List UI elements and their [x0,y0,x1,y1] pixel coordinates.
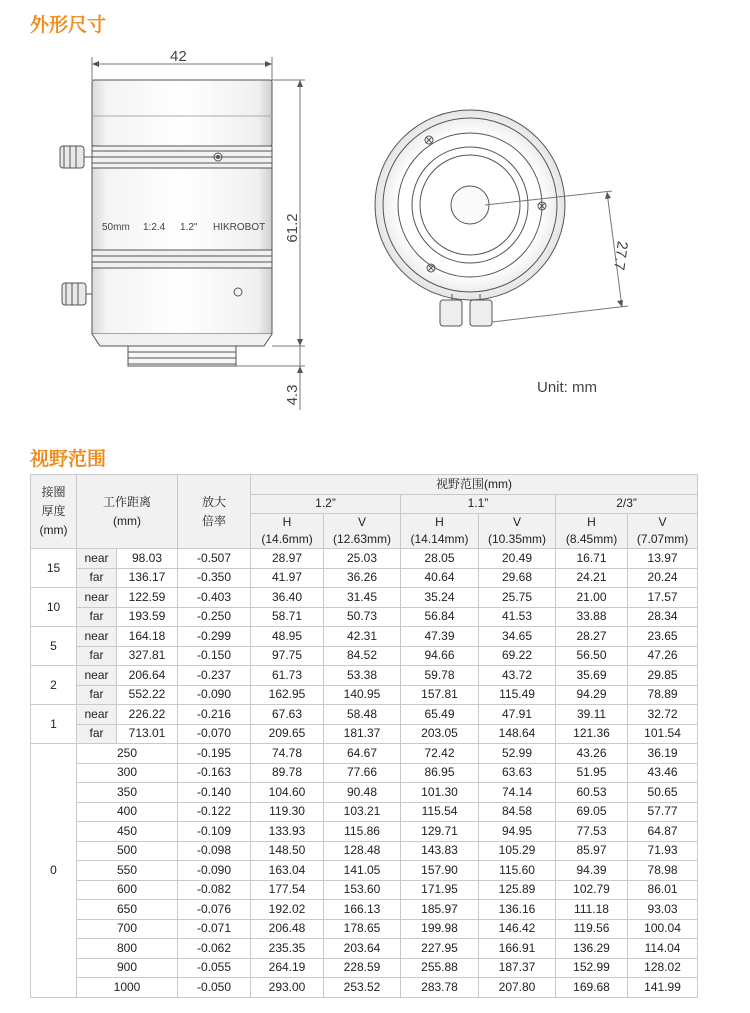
fov-value-cell: 28.34 [628,607,698,627]
magnification-cell: -0.299 [178,627,251,647]
fov-value-cell: 119.30 [251,802,324,822]
fov-value-cell: 77.66 [324,763,401,783]
distance-cell: 550 [77,861,178,881]
table-row [31,627,698,647]
magnification-cell: -0.237 [178,666,251,686]
distance-cell: 1000 [77,978,178,998]
fov-value-cell: 253.52 [324,978,401,998]
fov-value-cell: 228.59 [324,958,401,978]
fov-value-cell: 20.24 [628,568,698,588]
table-row [31,549,698,569]
fov-value-cell: 40.64 [401,568,479,588]
fov-value-cell: 90.48 [324,783,401,803]
thickness-cell: 0 [31,744,77,998]
fov-value-cell: 85.97 [556,841,628,861]
fov-value-cell: 47.91 [479,705,556,725]
magnification-cell: -0.150 [178,646,251,666]
table-row [31,919,698,939]
fov-value-cell: 94.29 [556,685,628,705]
lens-drawing [0,0,750,440]
fov-value-cell: 86.95 [401,763,479,783]
table-row [31,958,698,978]
fov-value-cell: 61.73 [251,666,324,686]
lens-aperture: 1:2.4 [143,222,166,233]
magnification-cell: -0.090 [178,861,251,881]
fov-value-cell: 48.95 [251,627,324,647]
near-far-cell: far [77,724,117,744]
fov-value-cell: 28.97 [251,549,324,569]
fov-value-cell: 23.65 [628,627,698,647]
distance-cell: 136.17 [117,568,178,588]
thickness-cell: 15 [31,549,77,588]
lens-brand: HIKROBOT [213,222,266,233]
distance-cell: 164.18 [117,627,178,647]
fov-value-cell: 41.97 [251,568,324,588]
table-row [31,607,698,627]
distance-cell: 98.03 [117,549,178,569]
near-far-cell: far [77,568,117,588]
table-row [31,939,698,959]
magnification-cell: -0.076 [178,900,251,920]
distance-cell: 650 [77,900,178,920]
fov-value-cell: 58.48 [324,705,401,725]
fov-value-cell: 20.49 [479,549,556,569]
dim-offset: 27.7 [610,239,631,272]
fov-value-cell: 255.88 [401,958,479,978]
table-row [31,705,698,725]
fov-value-cell: 177.54 [251,880,324,900]
fov-value-cell: 50.73 [324,607,401,627]
fov-value-cell: 148.50 [251,841,324,861]
fov-table [30,474,698,998]
magnification-cell: -0.507 [178,549,251,569]
fov-value-cell: 25.03 [324,549,401,569]
fov-value-cell: 264.19 [251,958,324,978]
thickness-cell: 1 [31,705,77,744]
fov-value-cell: 51.95 [556,763,628,783]
fov-value-cell: 141.99 [628,978,698,998]
magnification-cell: -0.122 [178,802,251,822]
magnification-cell: -0.050 [178,978,251,998]
fov-value-cell: 52.99 [479,744,556,764]
fov-value-cell: 35.69 [556,666,628,686]
fov-value-cell: 78.98 [628,861,698,881]
fov-value-cell: 71.93 [628,841,698,861]
fov-value-cell: 16.71 [556,549,628,569]
dim-flange: 4.3 [284,384,301,406]
thickness-cell: 5 [31,627,77,666]
fov-value-cell: 93.03 [628,900,698,920]
fov-value-cell: 103.21 [324,802,401,822]
fov-value-cell: 78.89 [628,685,698,705]
fov-value-cell: 74.14 [479,783,556,803]
fov-value-cell: 94.66 [401,646,479,666]
fov-value-cell: 97.75 [251,646,324,666]
fov-value-cell: 185.97 [401,900,479,920]
table-row [31,822,698,842]
fov-value-cell: 143.83 [401,841,479,861]
fov-value-cell: 136.29 [556,939,628,959]
fov-value-cell: 67.63 [251,705,324,725]
magnification-cell: -0.070 [178,724,251,744]
fov-value-cell: 101.30 [401,783,479,803]
near-far-cell: near [77,705,117,725]
header-fov: 视野范围(mm) [251,475,698,495]
fov-value-cell: 39.11 [556,705,628,725]
fov-value-cell: 57.77 [628,802,698,822]
distance-cell: 250 [77,744,178,764]
fov-value-cell: 84.52 [324,646,401,666]
table-row [31,724,698,744]
magnification-cell: -0.071 [178,919,251,939]
fov-value-cell: 101.54 [628,724,698,744]
distance-cell: 206.64 [117,666,178,686]
magnification-cell: -0.090 [178,685,251,705]
fov-value-cell: 84.58 [479,802,556,822]
table-row [31,685,698,705]
fov-value-cell: 133.93 [251,822,324,842]
fov-heading: 视野范围 [30,448,107,470]
table-row [31,861,698,881]
fov-value-cell: 60.53 [556,783,628,803]
fov-value-cell: 129.71 [401,822,479,842]
header-thickness: 接圈 厚度 (mm) [31,475,77,549]
fov-value-cell: 102.79 [556,880,628,900]
fov-value-cell: 47.39 [401,627,479,647]
fov-value-cell: 47.26 [628,646,698,666]
fov-value-cell: 293.00 [251,978,324,998]
fov-value-cell: 115.54 [401,802,479,822]
fov-value-cell: 128.02 [628,958,698,978]
fov-value-cell: 199.98 [401,919,479,939]
table-row [31,588,698,608]
distance-cell: 552.22 [117,685,178,705]
fov-value-cell: 111.18 [556,900,628,920]
fov-value-cell: 72.42 [401,744,479,764]
distance-cell: 122.59 [117,588,178,608]
fov-value-cell: 41.53 [479,607,556,627]
distance-cell: 226.22 [117,705,178,725]
fov-value-cell: 162.95 [251,685,324,705]
fov-value-cell: 29.68 [479,568,556,588]
near-far-cell: near [77,588,117,608]
distance-cell: 350 [77,783,178,803]
fov-value-cell: 64.87 [628,822,698,842]
fov-body [31,549,698,998]
fov-value-cell: 59.78 [401,666,479,686]
fov-value-cell: 141.05 [324,861,401,881]
magnification-cell: -0.250 [178,607,251,627]
header-v-1: V (12.63mm) [324,514,401,549]
fov-value-cell: 181.37 [324,724,401,744]
near-far-cell: far [77,685,117,705]
near-far-cell: near [77,549,117,569]
distance-cell: 327.81 [117,646,178,666]
table-row [31,900,698,920]
magnification-cell: -0.109 [178,822,251,842]
fov-value-cell: 115.86 [324,822,401,842]
fov-value-cell: 157.90 [401,861,479,881]
distance-cell: 800 [77,939,178,959]
fov-value-cell: 115.60 [479,861,556,881]
fov-value-cell: 203.64 [324,939,401,959]
fov-value-cell: 25.75 [479,588,556,608]
fov-value-cell: 140.95 [324,685,401,705]
lens-format: 1.2" [180,222,198,233]
fov-value-cell: 171.95 [401,880,479,900]
header-format-1: 1.2” [251,494,401,514]
fov-value-cell: 178.65 [324,919,401,939]
fov-value-cell: 105.29 [479,841,556,861]
fov-value-cell: 42.31 [324,627,401,647]
fov-value-cell: 192.02 [251,900,324,920]
fov-value-cell: 163.04 [251,861,324,881]
table-row [31,568,698,588]
distance-cell: 700 [77,919,178,939]
header-format-2: 1.1” [401,494,556,514]
fov-value-cell: 69.05 [556,802,628,822]
fov-value-cell: 146.42 [479,919,556,939]
fov-value-cell: 28.27 [556,627,628,647]
fov-value-cell: 63.63 [479,763,556,783]
fov-value-cell: 104.60 [251,783,324,803]
lens-focal: 50mm [102,222,130,233]
table-row [31,646,698,666]
fov-value-cell: 34.65 [479,627,556,647]
unit-label: Unit: mm [537,379,597,396]
dim-height: 61.2 [284,213,301,243]
fov-value-cell: 56.50 [556,646,628,666]
distance-cell: 193.59 [117,607,178,627]
fov-value-cell: 86.01 [628,880,698,900]
fov-value-cell: 125.89 [479,880,556,900]
distance-cell: 713.01 [117,724,178,744]
distance-cell: 900 [77,958,178,978]
fov-value-cell: 69.22 [479,646,556,666]
header-magnification: 放大 倍率 [178,475,251,549]
side-view [60,57,305,410]
distance-cell: 450 [77,822,178,842]
fov-value-cell: 152.99 [556,958,628,978]
fov-value-cell: 89.78 [251,763,324,783]
table-row [31,666,698,686]
dim-width: 42 [170,48,187,65]
fov-value-cell: 13.97 [628,549,698,569]
fov-value-cell: 187.37 [479,958,556,978]
fov-value-cell: 100.04 [628,919,698,939]
fov-value-cell: 166.13 [324,900,401,920]
fov-value-cell: 94.39 [556,861,628,881]
table-row [31,783,698,803]
header-v-2: V (10.35mm) [479,514,556,549]
thickness-cell: 10 [31,588,77,627]
fov-value-cell: 24.21 [556,568,628,588]
header-h-1: H (14.6mm) [251,514,324,549]
magnification-cell: -0.163 [178,763,251,783]
header-format-3: 2/3” [556,494,698,514]
fov-value-cell: 114.04 [628,939,698,959]
magnification-cell: -0.216 [178,705,251,725]
fov-value-cell: 148.64 [479,724,556,744]
fov-value-cell: 206.48 [251,919,324,939]
fov-value-cell: 29.85 [628,666,698,686]
magnification-cell: -0.098 [178,841,251,861]
fov-value-cell: 209.65 [251,724,324,744]
fov-value-cell: 203.05 [401,724,479,744]
distance-cell: 400 [77,802,178,822]
fov-value-cell: 115.49 [479,685,556,705]
fov-value-cell: 121.36 [556,724,628,744]
fov-value-cell: 21.00 [556,588,628,608]
fov-value-cell: 36.26 [324,568,401,588]
fov-value-cell: 35.24 [401,588,479,608]
near-far-cell: far [77,607,117,627]
fov-value-cell: 235.35 [251,939,324,959]
fov-value-cell: 33.88 [556,607,628,627]
table-row [31,802,698,822]
header-h-3: H (8.45mm) [556,514,628,549]
fov-value-cell: 43.26 [556,744,628,764]
fov-value-cell: 32.72 [628,705,698,725]
distance-cell: 500 [77,841,178,861]
distance-cell: 600 [77,880,178,900]
fov-value-cell: 119.56 [556,919,628,939]
header-distance: 工作距离 (mm) [77,475,178,549]
table-row [31,978,698,998]
fov-value-cell: 28.05 [401,549,479,569]
fov-value-cell: 94.95 [479,822,556,842]
fov-value-cell: 50.65 [628,783,698,803]
fov-value-cell: 53.38 [324,666,401,686]
magnification-cell: -0.140 [178,783,251,803]
near-far-cell: far [77,646,117,666]
magnification-cell: -0.055 [178,958,251,978]
magnification-cell: -0.082 [178,880,251,900]
fov-value-cell: 153.60 [324,880,401,900]
fov-value-cell: 227.95 [401,939,479,959]
fov-value-cell: 43.72 [479,666,556,686]
magnification-cell: -0.195 [178,744,251,764]
fov-value-cell: 157.81 [401,685,479,705]
header-v-3: V (7.07mm) [628,514,698,549]
fov-value-cell: 43.46 [628,763,698,783]
distance-cell: 300 [77,763,178,783]
near-far-cell: near [77,627,117,647]
fov-value-cell: 17.57 [628,588,698,608]
fov-value-cell: 207.80 [479,978,556,998]
table-row [31,880,698,900]
table-row [31,841,698,861]
magnification-cell: -0.403 [178,588,251,608]
table-row [31,763,698,783]
magnification-cell: -0.350 [178,568,251,588]
fov-value-cell: 58.71 [251,607,324,627]
table-row [31,744,698,764]
fov-value-cell: 128.48 [324,841,401,861]
fov-value-cell: 31.45 [324,588,401,608]
magnification-cell: -0.062 [178,939,251,959]
fov-value-cell: 166.91 [479,939,556,959]
front-view [375,110,628,326]
fov-value-cell: 74.78 [251,744,324,764]
header-h-2: H (14.14mm) [401,514,479,549]
thickness-cell: 2 [31,666,77,705]
fov-value-cell: 77.53 [556,822,628,842]
fov-value-cell: 136.16 [479,900,556,920]
fov-value-cell: 65.49 [401,705,479,725]
fov-value-cell: 283.78 [401,978,479,998]
dimensions-heading: 外形尺寸 [30,14,107,36]
fov-value-cell: 64.67 [324,744,401,764]
fov-value-cell: 169.68 [556,978,628,998]
near-far-cell: near [77,666,117,686]
fov-value-cell: 36.40 [251,588,324,608]
fov-value-cell: 56.84 [401,607,479,627]
fov-value-cell: 36.19 [628,744,698,764]
